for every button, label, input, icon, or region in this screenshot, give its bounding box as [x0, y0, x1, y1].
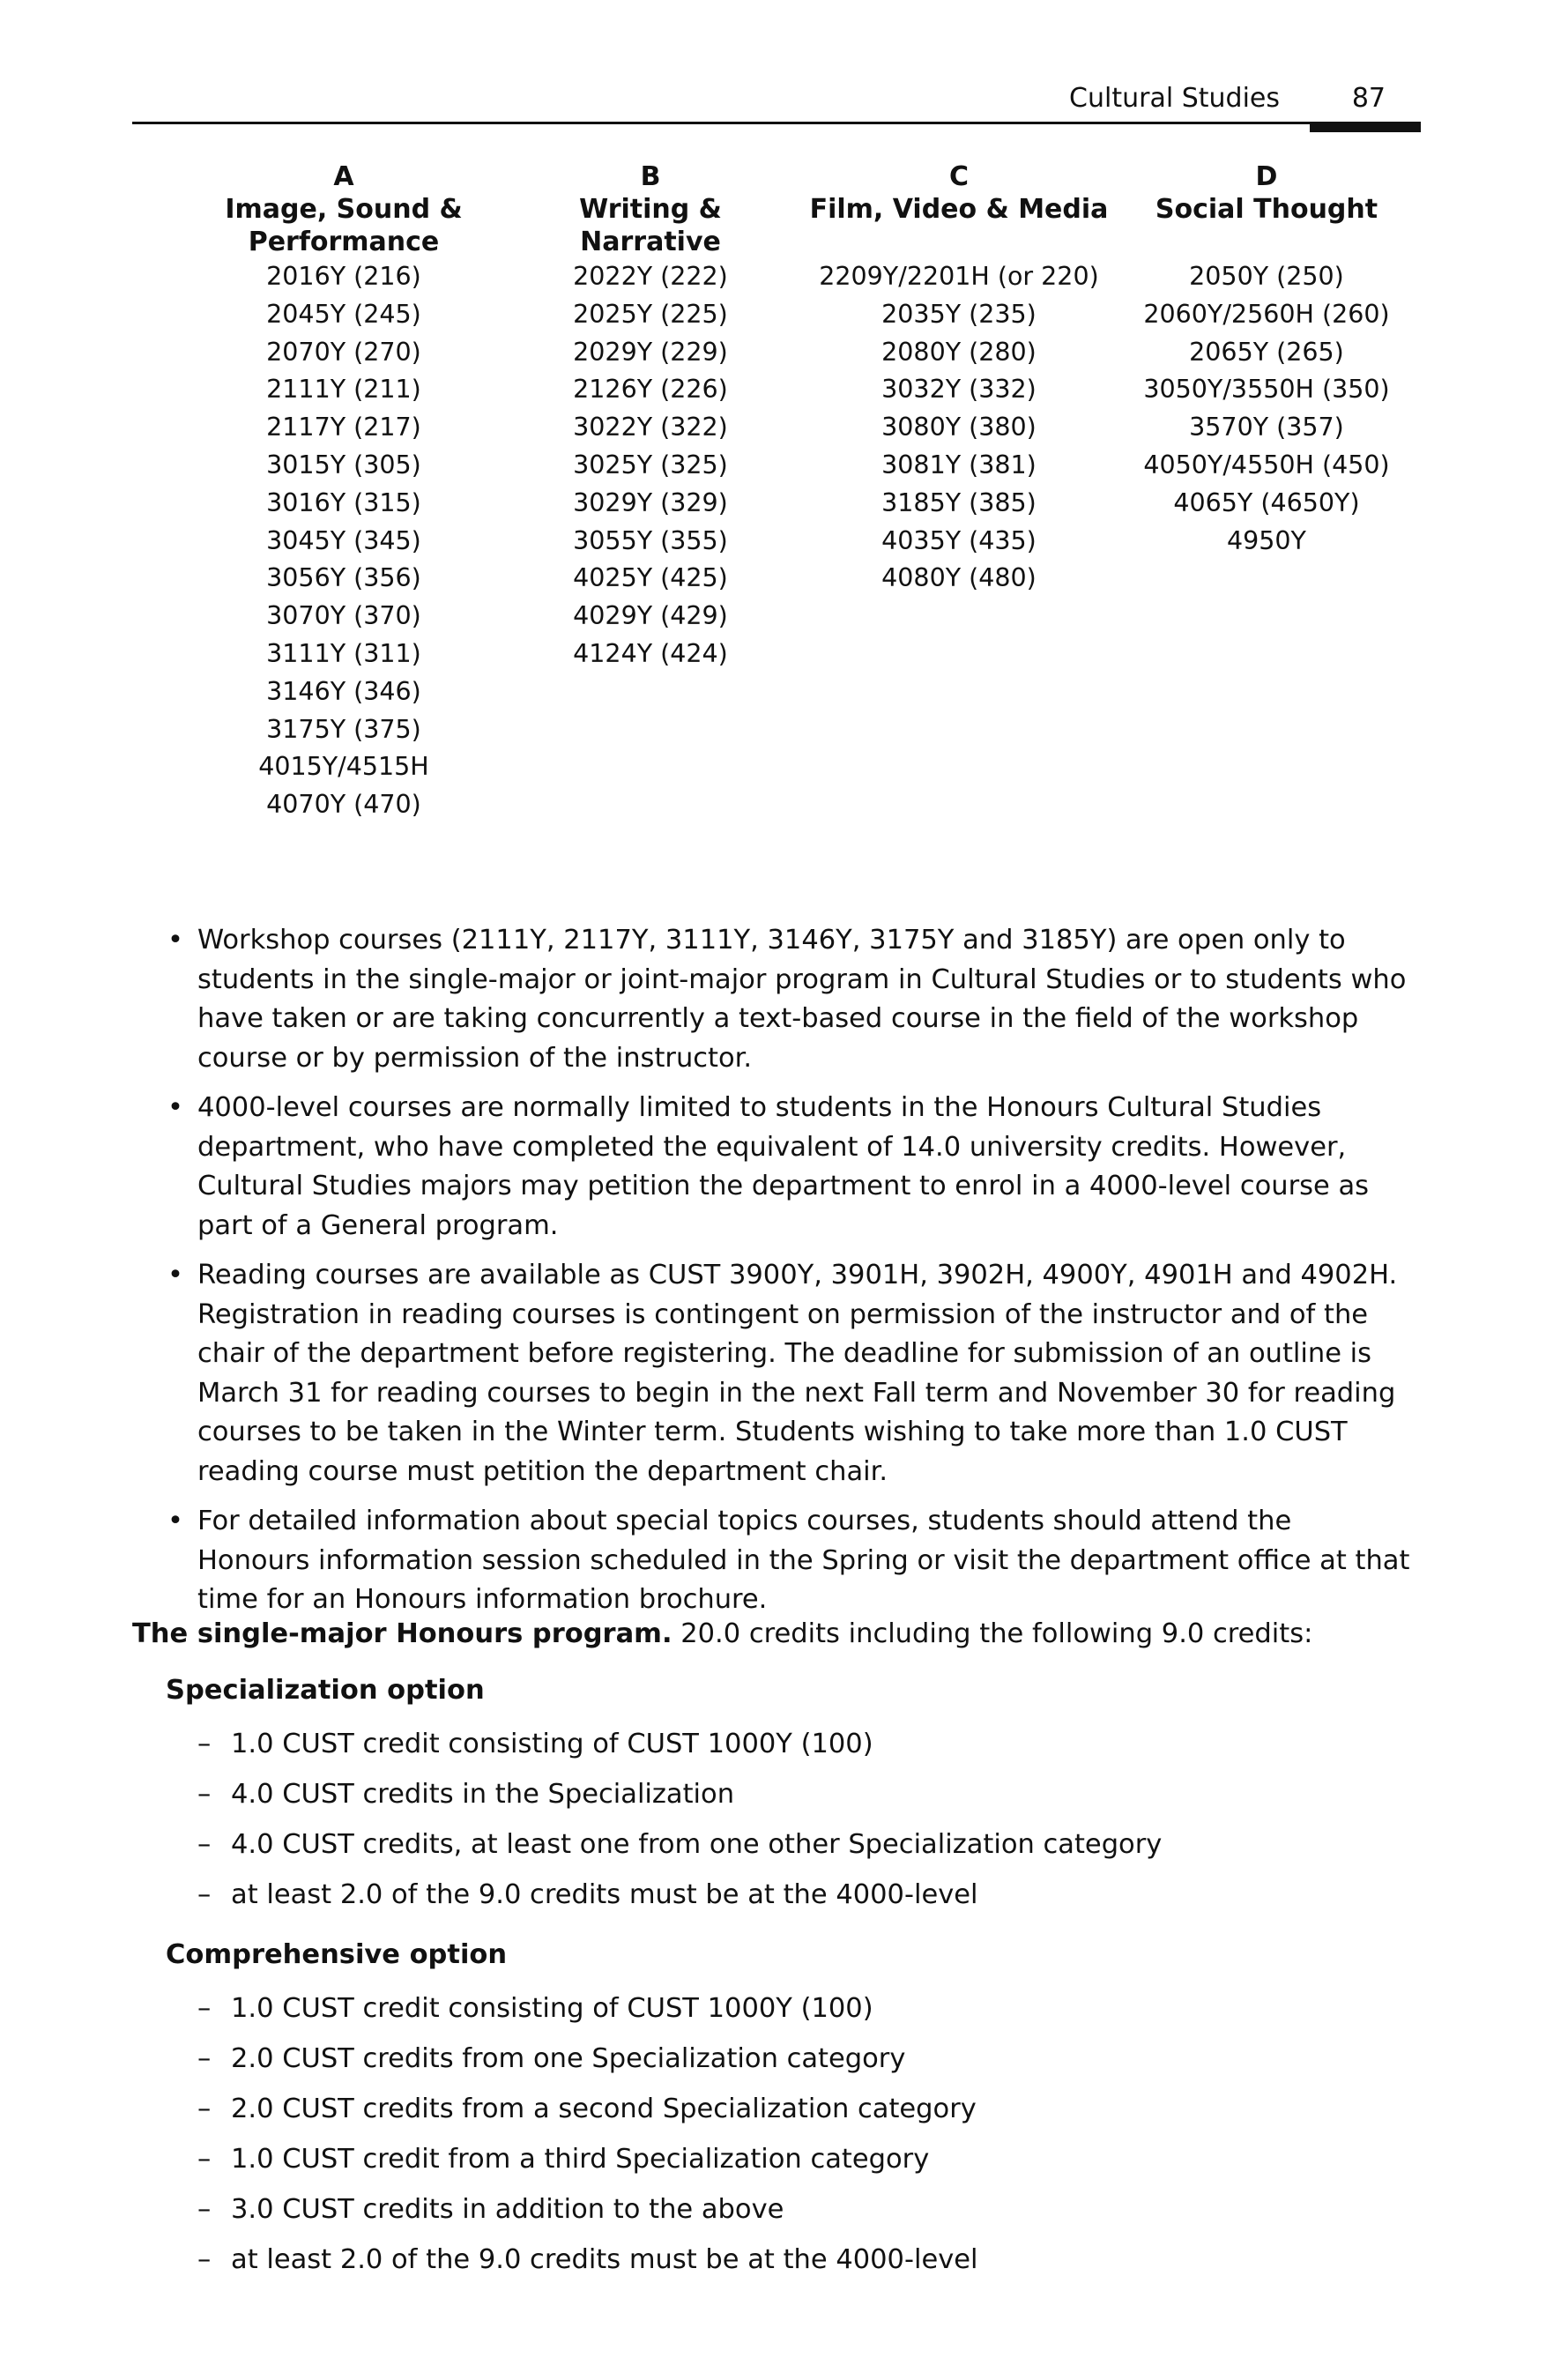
- bullet-icon: •: [167, 1506, 183, 1536]
- course-item: 2025Y (225): [573, 299, 728, 329]
- running-title: Cultural Studies: [1069, 83, 1280, 114]
- course-item: 3050Y/3550H (350): [1143, 375, 1390, 405]
- course-item: 3029Y (329): [573, 487, 728, 517]
- requirement-item: [197, 2184, 1410, 2235]
- course-item: 3070Y (370): [266, 601, 421, 631]
- dash-icon: –: [197, 2094, 212, 2124]
- category-name-line: Performance: [248, 227, 440, 257]
- category-name-line: Image, Sound &: [225, 194, 463, 225]
- course-item: 3032Y (332): [881, 375, 1037, 405]
- course-item: 2117Y (217): [266, 413, 421, 443]
- course-item: 3056Y (356): [266, 563, 421, 593]
- bullet-icon: •: [167, 925, 183, 956]
- category-letter: D: [1255, 161, 1278, 192]
- course-item: 3016Y (315): [266, 487, 421, 517]
- course-item: 4025Y (425): [573, 563, 728, 593]
- dash-icon: –: [197, 1729, 212, 1759]
- note-text: Reading courses are available as CUST 3900Y, 3901H, 3902H, 4900Y, 4901H and 4902H. Registration in reading courses is contingent on permission of the instructor and of the chair of the department before registering. The deadline for submission of an outline is March 31 for reading courses to begin in the next Fall term and November 30 for reading courses to be taken in the Winter term. Students wishing to take more than 1.0 CUST reading course must petition the department chair.: [197, 1260, 1398, 1487]
- note-item: [167, 921, 1410, 1078]
- note-text: Workshop courses (2111Y, 2117Y, 3111Y, 3146Y, 3175Y and 3185Y) are open only to students in the single-major or joint-major program in Cultural Studies or to students who have taken or are taking concurrently a text-based course in the field of the workshop course or by permission of the instructor.: [197, 925, 1407, 1074]
- category-column-a: [185, 160, 502, 824]
- course-item: 2065Y (265): [1189, 337, 1344, 367]
- category-name-line: Writing &: [579, 194, 722, 225]
- category-heading: [492, 160, 809, 258]
- requirement-text: 2.0 CUST credits from a second Specialization category: [231, 2094, 977, 2124]
- category-column-d: [1108, 160, 1425, 560]
- course-item: 4124Y (424): [573, 638, 728, 668]
- course-item: 3055Y (355): [573, 525, 728, 555]
- course-item: 2035Y (235): [881, 299, 1037, 329]
- requirement-text: 3.0 CUST credits in addition to the above: [231, 2194, 784, 2225]
- requirement-item: [197, 1719, 1410, 1769]
- note-text: 4000-level courses are normally limited to students in the Honours Cultural Studies department, who have completed the equivalent of 14.0 university credits. However, Cultural Studies majors may petition the department to enrol in a 4000-level course as part of a General program.: [197, 1092, 1370, 1241]
- course-item: 3045Y (345): [266, 525, 421, 555]
- category-name-line: Social Thought: [1155, 194, 1378, 225]
- course-item: 2029Y (229): [573, 337, 728, 367]
- option-heading: Comprehensive option: [166, 1939, 508, 1970]
- requirement-item: [197, 1983, 1410, 2034]
- course-list: [492, 258, 809, 673]
- option-requirements-list: [197, 1719, 1410, 1920]
- category-name-line: Narrative: [580, 227, 721, 257]
- requirement-item: [197, 1819, 1410, 1870]
- page-header: [132, 79, 1421, 132]
- course-item: 2060Y/2560H (260): [1143, 299, 1390, 329]
- dash-icon: –: [197, 2043, 212, 2074]
- dash-icon: –: [197, 2244, 212, 2275]
- course-item: 2126Y (226): [573, 375, 728, 405]
- category-heading: [800, 160, 1118, 258]
- dash-icon: –: [197, 2194, 212, 2225]
- header-tab-block: [1310, 122, 1421, 132]
- course-item: 3146Y (346): [266, 676, 421, 706]
- course-item: 4029Y (429): [573, 601, 728, 631]
- note-item: [167, 1256, 1410, 1491]
- note-item: [167, 1502, 1410, 1620]
- course-item: 4065Y (4650Y): [1173, 487, 1360, 517]
- course-item: 2080Y (280): [881, 337, 1037, 367]
- course-item: 2050Y (250): [1189, 262, 1344, 291]
- course-list: [1108, 258, 1425, 560]
- course-item: 3081Y (381): [881, 450, 1037, 480]
- course-item: 3111Y (311): [266, 638, 421, 668]
- requirement-text: 1.0 CUST credit from a third Specialization category: [231, 2144, 930, 2175]
- category-heading: [185, 160, 502, 258]
- requirement-item: [197, 2084, 1410, 2134]
- requirement-item: [197, 1769, 1410, 1819]
- course-item: 4080Y (480): [881, 563, 1037, 593]
- requirement-item: [197, 2034, 1410, 2084]
- requirement-text: 4.0 CUST credits, at least one from one other Specialization category: [231, 1829, 1163, 1860]
- course-item: 4035Y (435): [881, 525, 1037, 555]
- requirement-text: 1.0 CUST credit consisting of CUST 1000Y (100): [231, 1729, 873, 1759]
- dash-icon: –: [197, 1829, 212, 1860]
- requirement-text: at least 2.0 of the 9.0 credits must be at the 4000-level: [231, 2244, 978, 2275]
- category-letter: C: [948, 161, 970, 192]
- dash-icon: –: [197, 2144, 212, 2175]
- note-item: [167, 1089, 1410, 1246]
- course-item: 3015Y (305): [266, 450, 421, 480]
- course-item: 3025Y (325): [573, 450, 728, 480]
- program-title: The single-major Honours program.: [132, 1618, 672, 1649]
- requirement-item: [197, 1870, 1410, 1920]
- option-heading: Specialization option: [166, 1675, 485, 1706]
- course-item: 2016Y (216): [266, 262, 421, 291]
- category-letter: B: [640, 161, 661, 192]
- category-column-c: [800, 160, 1118, 598]
- option-requirements-list: [197, 1983, 1410, 2285]
- course-item: 3175Y (375): [266, 714, 421, 744]
- header-rule: [132, 122, 1421, 124]
- category-heading: [1108, 160, 1425, 258]
- program-summary: 20.0 credits including the following 9.0 credits:: [680, 1618, 1313, 1649]
- course-item: 2022Y (222): [573, 262, 728, 291]
- course-item: 4015Y/4515H: [258, 752, 429, 782]
- requirement-text: at least 2.0 of the 9.0 credits must be at the 4000-level: [231, 1879, 978, 1910]
- course-item: 4950Y: [1227, 525, 1306, 555]
- course-item: 3185Y (385): [881, 487, 1037, 517]
- page-number: 87: [1351, 83, 1386, 114]
- requirement-text: 1.0 CUST credit consisting of CUST 1000Y (100): [231, 1993, 873, 2024]
- course-item: 2209Y/2201H (or 220): [819, 262, 1099, 291]
- note-text: For detailed information about special topics courses, students should attend the Honours information session scheduled in the Spring or visit the department office at that time for an Honours information brochure.: [197, 1506, 1410, 1615]
- course-item: 2111Y (211): [266, 375, 421, 405]
- category-letter: A: [333, 161, 354, 192]
- requirement-item: [197, 2235, 1410, 2285]
- category-name-line: Film, Video & Media: [809, 194, 1109, 225]
- dash-icon: –: [197, 1779, 212, 1810]
- course-item: 3080Y (380): [881, 413, 1037, 443]
- category-column-b: [492, 160, 809, 673]
- program-heading: [132, 1615, 1410, 1654]
- dash-icon: –: [197, 1879, 212, 1910]
- bullet-icon: •: [167, 1260, 183, 1290]
- requirement-item: [197, 2134, 1410, 2184]
- course-item: 4070Y (470): [266, 790, 421, 820]
- course-item: 2070Y (270): [266, 337, 421, 367]
- course-item: 3570Y (357): [1189, 413, 1344, 443]
- course-list: [800, 258, 1118, 598]
- bullet-icon: •: [167, 1092, 183, 1123]
- course-list: [185, 258, 502, 824]
- notes-list: [167, 921, 1410, 1631]
- requirement-text: 4.0 CUST credits in the Specialization: [231, 1779, 735, 1810]
- course-item: 2045Y (245): [266, 299, 421, 329]
- requirement-text: 2.0 CUST credits from one Specialization category: [231, 2043, 906, 2074]
- dash-icon: –: [197, 1993, 212, 2024]
- course-item: 4050Y/4550H (450): [1143, 450, 1390, 480]
- course-item: 3022Y (322): [573, 413, 728, 443]
- honours-program-section: [132, 1615, 1410, 2301]
